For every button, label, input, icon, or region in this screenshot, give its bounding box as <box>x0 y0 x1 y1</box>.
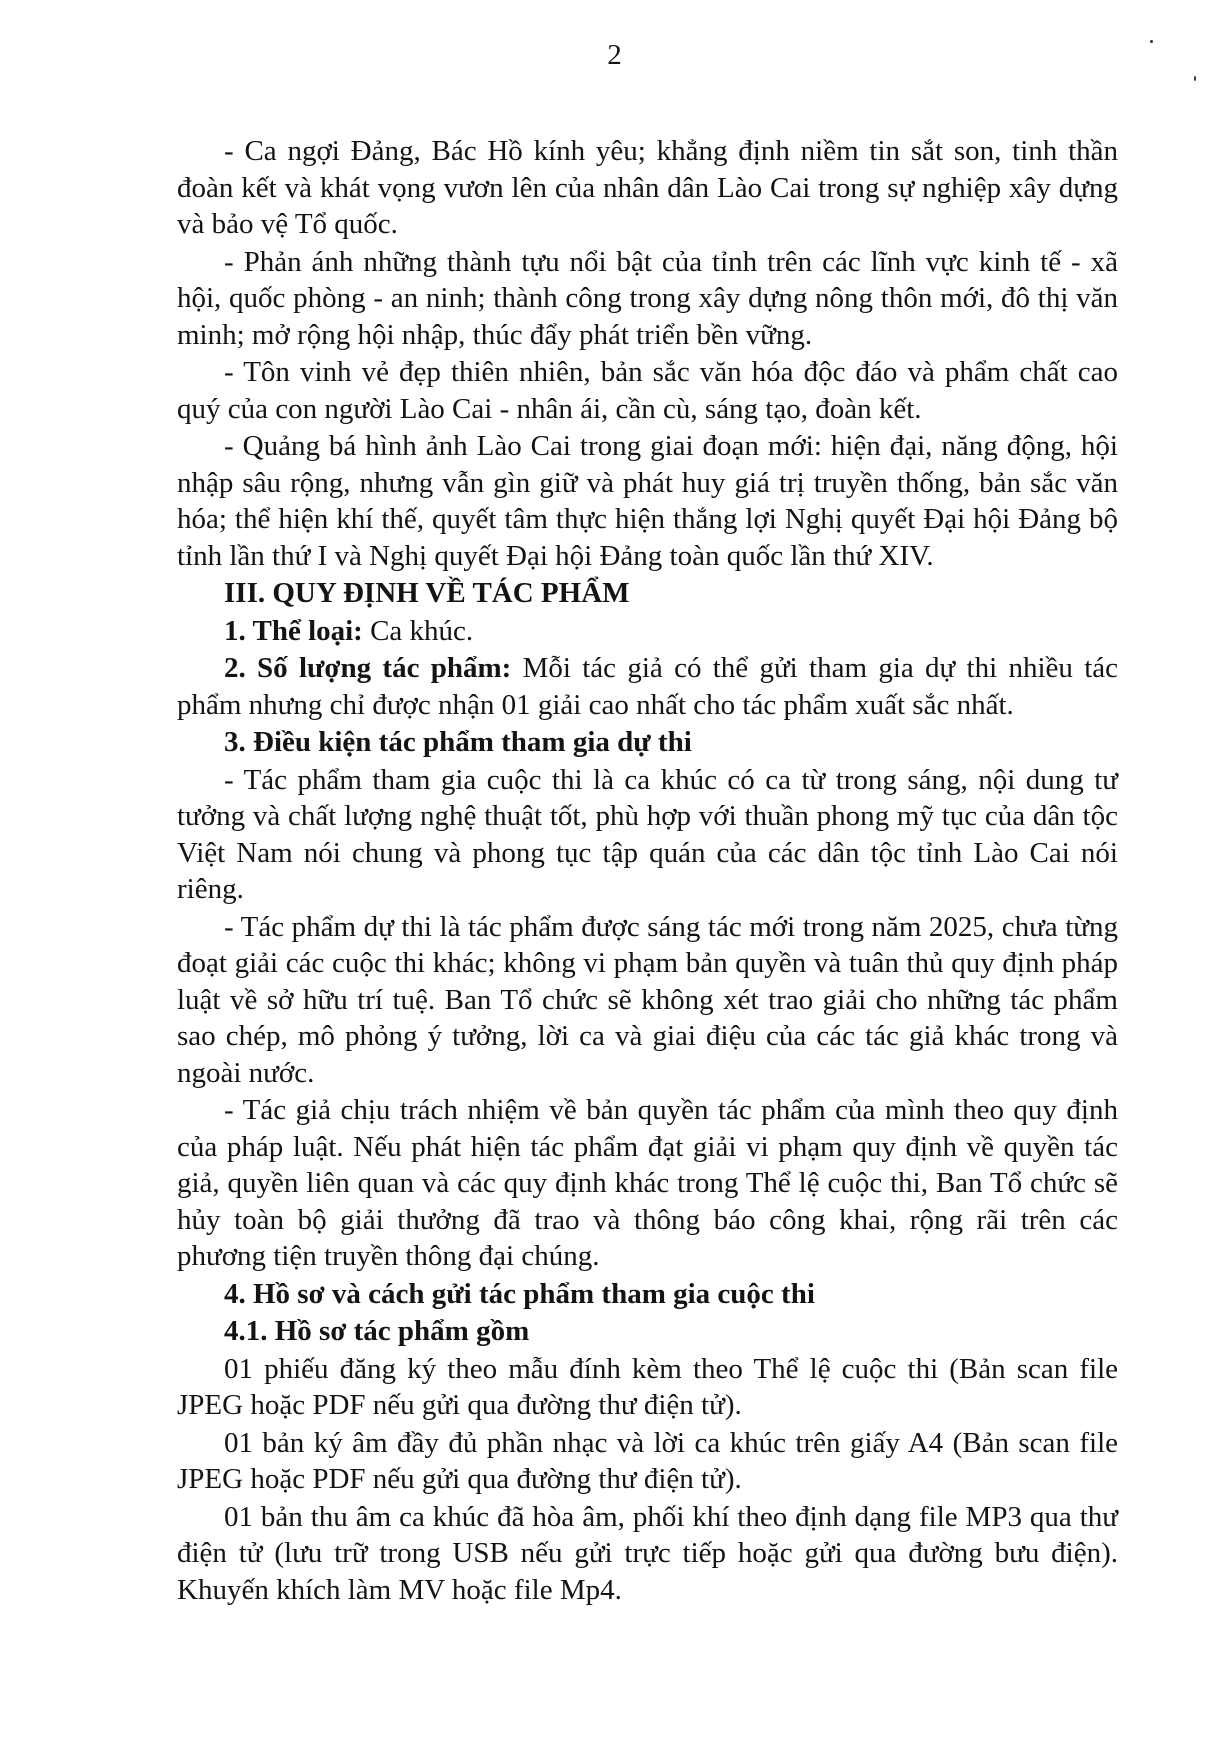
quantity-text: Mỗi tác giả có thể gửi tham gia dự thi nhiều tác phẩm nhưng chỉ được nhận 01 giải cao nhất cho tác phẩm xuất sắc nhất. <box>177 652 1118 721</box>
objective-praise-party: - Ca ngợi Đảng, Bác Hồ kính yêu; khẳng định niềm tin sắt son, tinh thần đoàn kết và khát vọng vươn lên của nhân dân Lào Cai trong sự nghiệp xây dựng và bảo vệ Tổ quốc. <box>177 135 1118 240</box>
page-number: 2 <box>607 39 622 71</box>
submission-heading: 4. Hồ sơ và cách gửi tác phẩm tham gia cuộc thi <box>224 1277 815 1310</box>
dossier-subheading: 4.1. Hồ sơ tác phẩm gồm <box>224 1315 530 1347</box>
condition-paragraph: - Tác giả chịu trách nhiệm về bản quyền tác phẩm của mình theo quy định của pháp luật. Nếu phát hiện tác phẩm đạt giải vi phạm quy định về quyền tác giả, quyền liên quan và các quy định khác trong Thể lệ cuộc thi, Ban Tổ chức sẽ hủy toàn bộ giải thưởng đã trao và thông báo công khai, rộng rãi trên các phương tiện truyền thông đại chúng. <box>177 1094 1118 1272</box>
section-heading-work-regulations: III. QUY ĐỊNH VỀ TÁC PHẨM <box>224 577 630 609</box>
document-body <box>177 133 1118 1609</box>
condition-paragraph: - Tác phẩm tham gia cuộc thi là ca khúc có ca từ trong sáng, nội dung tư tưởng và chất lượng nghệ thuật tốt, phù hợp với thuần phong mỹ tục của dân tộc Việt Nam nói chung và phong tục tập quán của các dân tộc tỉnh Lào Cai nói riêng. <box>177 763 1118 905</box>
dossier-item: 01 bản ký âm đầy đủ phần nhạc và lời ca khúc trên giấy A4 (Bản scan file JPEG hoặc PDF nếu gửi qua đường thư điện tử). <box>177 1426 1118 1495</box>
scan-speck <box>1150 40 1153 43</box>
dossier-item: 01 phiếu đăng ký theo mẫu đính kèm theo Thể lệ cuộc thi (Bản scan file JPEG hoặc PDF nếu gửi qua đường thư điện tử). <box>177 1352 1118 1421</box>
scan-speck <box>1194 76 1196 81</box>
objective-nature-culture: - Tôn vinh vẻ đẹp thiên nhiên, bản sắc văn hóa độc đáo và phẩm chất cao quý của con người Lào Cai - nhân ái, cần cù, sáng tạo, đoàn kết. <box>177 356 1118 425</box>
objective-achievements: - Phản ánh những thành tựu nổi bật của tỉnh trên các lĩnh vực kinh tế - xã hội, quốc phòng - an ninh; thành công trong xây dựng nông thôn mới, đô thị văn minh; mở rộng hội nhập, thúc đẩy phát triển bền vững. <box>177 245 1118 351</box>
condition-paragraph: - Tác phẩm dự thi là tác phẩm được sáng tác mới trong năm 2025, chưa từng đoạt giải các cuộc thi khác; không vi phạm bản quyền và tuân thủ quy định pháp luật về sở hữu trí tuệ. Ban Tổ chức sẽ không xét trao giải cho những tác phẩm sao chép, mô phỏng ý tưởng, lời ca và giai điệu của các tác giả khác trong và ngoài nước. <box>177 910 1118 1089</box>
genre-line <box>177 613 1118 650</box>
quantity-line <box>177 650 1118 723</box>
quantity-label: 2. Số lượng tác phẩm: <box>224 652 512 684</box>
genre-label: 1. Thể loại: <box>224 614 363 647</box>
conditions-heading: 3. Điều kiện tác phẩm tham gia dự thi <box>224 726 692 758</box>
dossier-item: 01 bản thu âm ca khúc đã hòa âm, phối khí theo định dạng file MP3 qua thư điện tử (lưu trữ trong USB nếu gửi trực tiếp hoặc gửi qua đường bưu điện). Khuyến khích làm MV hoặc file Mp4. <box>177 1500 1118 1606</box>
genre-value: Ca khúc. <box>362 614 474 647</box>
objective-promote-image: - Quảng bá hình ảnh Lào Cai trong giai đoạn mới: hiện đại, năng động, hội nhập sâu rộng, nhưng vẫn gìn giữ và phát huy giá trị truyền thống, bản sắc văn hóa; thể hiện khí thế, quyết tâm thực hiện thắng lợi Nghị quyết Đại hội Đảng bộ tỉnh lần thứ I và Nghị quyết Đại hội Đảng toàn quốc lần thứ XIV. <box>177 430 1118 572</box>
